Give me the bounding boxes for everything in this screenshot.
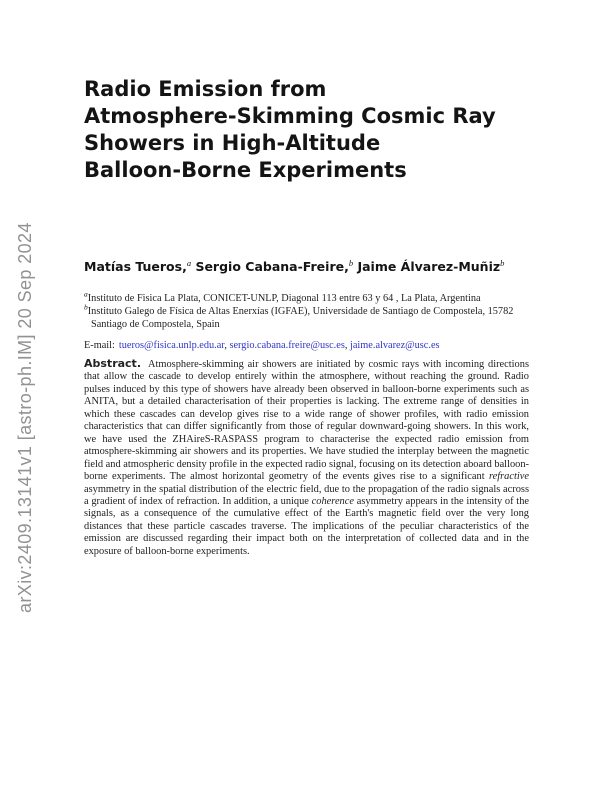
abstract-italic-term: refractive <box>488 471 529 483</box>
email-links: tueros@fisica.unlp.edu.ar, sergio.cabana.freire@usc.es, jaime.alvarez@usc.es <box>118 340 440 351</box>
affiliation-sup: b <box>84 302 88 312</box>
affiliation-text: Instituto Galego de Física de Altas Enerxías (IGFAE), Universidade de Santiago de Compostela, 15782 Santiago de Compostela, Spain <box>87 306 514 331</box>
abstract-label: Abstract. <box>84 357 141 370</box>
abstract-segment: asymmetry appears in the intensity of the signals, as a consequence of the cumulative effect of the Earth's magnetic field over the very long distances that these particle cascades traverse. The implications of the peculiar characteristics of the emission are discussed regarding their impact both on the interpretation of collected data and in the exposure of balloon-borne experiments. <box>84 495 529 557</box>
affiliation-item <box>84 302 536 331</box>
arxiv-watermark: arXiv:2409.13141v1 [astro-ph.IM] 20 Sep 2024 <box>15 222 35 613</box>
author-name: Matías Tueros, <box>84 259 187 274</box>
paper-title <box>84 76 554 184</box>
email-link[interactable]: sergio.cabana.freire@usc.es <box>229 340 345 351</box>
author-list <box>84 259 544 274</box>
email-link[interactable]: jaime.alvarez@usc.es <box>350 340 440 351</box>
abstract-text <box>84 359 529 557</box>
affiliation-sup: a <box>84 289 88 299</box>
affiliation-list <box>84 289 536 332</box>
email-line <box>84 340 544 351</box>
email-link[interactable]: tueros@fisica.unlp.edu.ar <box>118 340 225 351</box>
title-line: Balloon-Borne Experiments <box>84 158 407 182</box>
author-affiliation-sup: b <box>500 257 505 268</box>
title-line: Showers in High-Altitude <box>84 131 381 155</box>
abstract-segment: Atmosphere-skimming air showers are initiated by cosmic rays with incoming directions that allow the cascade to develop entirely within the atmosphere, without reaching the ground. Radio pulses induced by this type of showers have already been observed in balloon-borne experiments such as ANITA, but a detailed characterisation of their properties is lacking. The extreme range of densities in which these cascades can develop gives rise to a wide range of shower profiles, with radio emission characteristics that can differ significantly from those of regular downward-going showers. In this work, we have used the ZHAireS-RASPASS program to characterise the expected radio emission from atmosphere-skimming air showers and its properties. We have studied the interplay between the magnetic field and atmospheric density profile in the expected radio signal, focusing on its detection aboard balloon-borne experiments. The almost horizontal geometry of the events gives rise to a significant <box>84 359 529 483</box>
abstract <box>84 358 529 558</box>
title-line: Atmosphere-Skimming Cosmic Ray <box>84 104 496 128</box>
author-affiliation-sup: a <box>186 257 192 268</box>
title-line: Radio Emission from <box>84 77 327 101</box>
abstract-italic-term: coherence <box>311 495 354 507</box>
author-affiliation-sup: b <box>348 257 354 268</box>
affiliation-text: Instituto de Fisica La Plata, CONICET-UNLP, Diagonal 113 entre 63 y 64 , La Plata, Argentina <box>87 293 481 304</box>
affiliation-item <box>84 289 536 305</box>
abstract-segment: asymmetry in the spatial distribution of the electric field, due to the propagation of the radio signals across a gradient of index of refraction. In addition, a unique <box>84 483 529 507</box>
author-name: Sergio Cabana-Freire, <box>195 259 349 274</box>
email-label: E-mail: <box>84 340 115 351</box>
author-name: Jaime Álvarez-Muñiz <box>357 259 501 274</box>
